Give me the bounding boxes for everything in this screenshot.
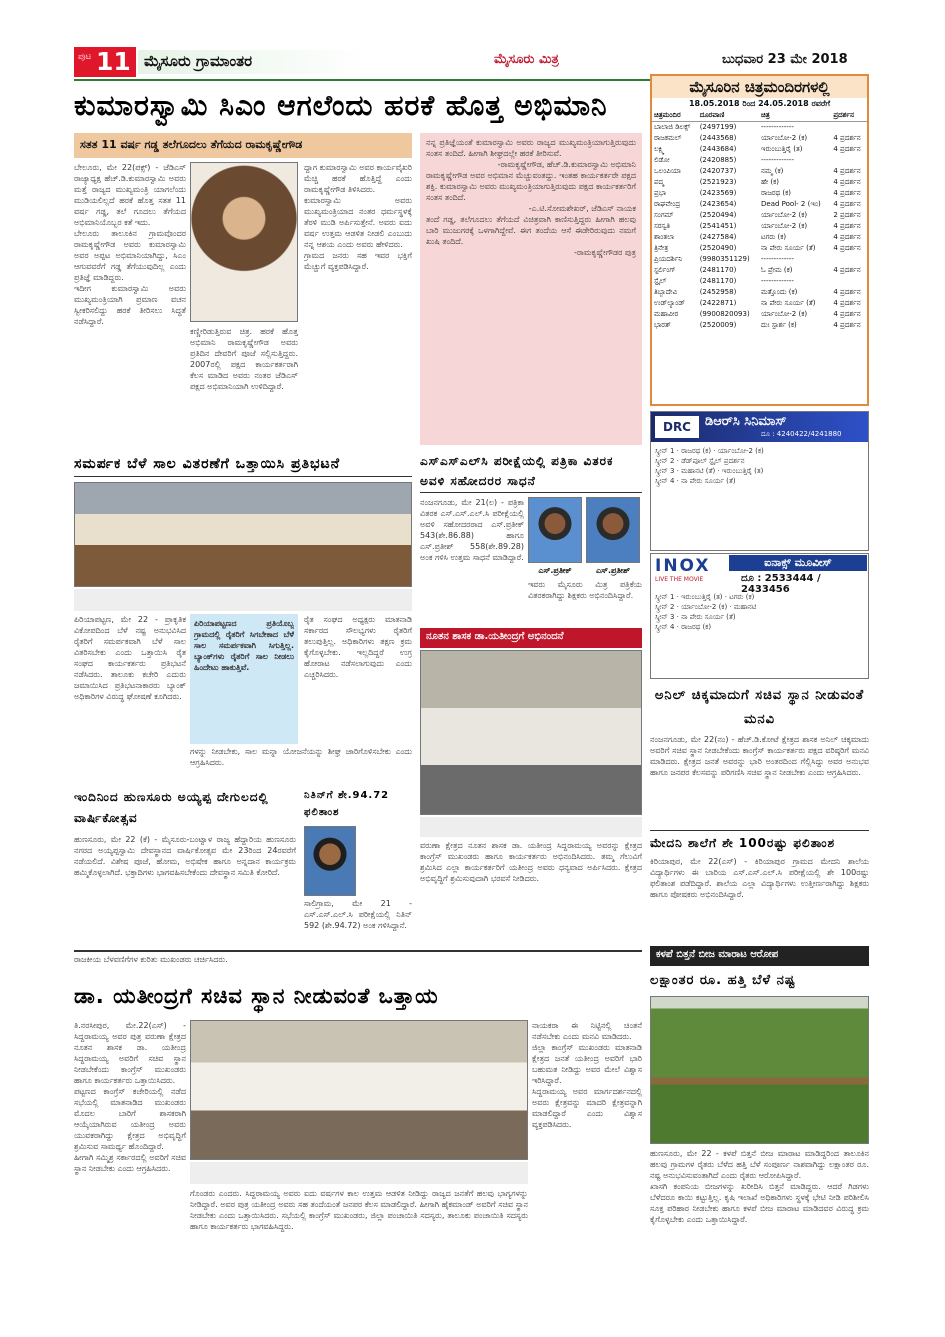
drc-name: ಡಿಆರ್‌ಸಿ ಸಿನಿಮಾಸ್ [705, 414, 787, 429]
lead-body-col1: ಬೇಲೂರು, ಮೇ 22(ಪಕ್ಸ್) - ಜೆಡಿಎಸ್ ರಾಜ್ಯಾಧ್ಯಕ್ಷ ಹೆಚ್.ಡಿ.ಕುಮಾರಸ್ವಾಮಿ ಅವರು ಮತ್ತೆ ರಾಜ್ಯದ ಮುಖ್ಯಮಂತ್ರಿ ಯಾಗಲೆಂದು ಮುಡಿಯಲಿಲ್ಲದೆ ಹರಕೆ ಹೊತ್ತ ಸತತ 11 ವರ್ಷ ಗಡ್ಡ, ತಲೆ ಗೂದಲು ತೆಗೆಯದ ಅಭಿಮಾನಿಯೊಬ್ಬರ ಕತೆ ಇದು. ಬೇಲೂರು ತಾಲೂಕಿನ ಗ್ರಾಮವೊಂದರ ರಾಮಕೃಷ್ಣೇಗೌಡ ಅವರು ಕುಮಾರಸ್ವಾಮಿ ಅವರ ಅಪ್ಪಟ ಅಭಿಮಾನಿಯಾಗಿದ್ದು, ಸಿಎಂ ಆಗುವವರೆಗೆ ಗಡ್ಡ ತೆಗೆಯುವುದಿಲ್ಲ ಎಂದು ಪ್ರತಿಜ್ಞೆ ಮಾಡಿದ್ದರು. ಇದೀಗ ಕುಮಾರಸ್ವಾಮಿ ಅವರು ಮುಖ್ಯಮಂತ್ರಿಯಾಗಿ ಪ್ರಮಾಣ ವಚನ ಸ್ವೀಕರಿಸಲಿದ್ದು ಹರಕೆ ತೀರಿಸಲು ಸಿದ್ಧತೆ ನಡೆಸಿದ್ದಾರೆ. [74, 163, 186, 326]
felicitation-body: ವರುಣಾ ಕ್ಷೇತ್ರದ ನೂತನ ಶಾಸಕ ಡಾ. ಯತೀಂದ್ರ ಸಿದ್ದರಾಮಯ್ಯ ಅವರನ್ನು ಕ್ಷೇತ್ರದ ಕಾಂಗ್ರೆಸ್ ಮುಖಂಡರು ಹಾಗೂ ಕಾರ್ಯಕರ್ತರು ಅಭಿನಂದಿಸಿದರು. ತಮ್ಮ ಗೆಲುವಿಗೆ ಶ್ರಮಿಸಿದ ಎಲ್ಲಾ ಕಾರ್ಯಕರ್ತರಿಗೆ ಯತೀಂದ್ರ ಅವರು ಧನ್ಯವಾದ ಅರ್ಪಿಸಿದರು. ಕ್ಷೇತ್ರದ ಅಭಿವೃದ್ಧಿಗೆ ಶ್ರಮಿಸುವುದಾಗಿ ಭರವಸೆ ನೀಡಿದರು. [420, 841, 642, 883]
cinema-box [650, 74, 869, 406]
school-body: ಕಿರಿಯಾಪುರ, ಮೇ 22(ಎಸ್) - ಕಿರಿಯಾಪುರ ಗ್ರಾಮದ ಮೇದನಿ ಶಾಲೆಯ ವಿದ್ಯಾರ್ಥಿಗಳು ಈ ಬಾರಿಯ ಎಸ್.ಎಸ್.ಎಲ್.ಸಿ ಪರೀಕ್ಷೆಯಲ್ಲಿ ಶೇ 100ರಷ್ಟು ಫಲಿತಾಂಶ ಪಡೆದಿದ್ದಾರೆ. ಶಾಲೆಯ ಎಲ್ಲಾ ವಿದ್ಯಾರ್ಥಿಗಳು ಉತ್ತೀರ್ಣರಾಗಿದ್ದು ಶಿಕ್ಷಕರು ಹಾಗೂ ಪೋಷಕರು ಅಭಿನಂದಿಸಿದ್ದಾರೆ. [650, 857, 869, 899]
drc-box [650, 411, 869, 551]
table-row: ಪದ್ಮ (2521923) ಹೇ (ಕ) 4 ಪ್ರದರ್ಶನ [654, 178, 861, 186]
festival-body: ಹುಣಸೂರು, ಮೇ 22 (ಕೆ) - ಮೈಸೂರು-ಬಂಟ್ವಾಳ ರಾಜ್ಯ ಹೆದ್ದಾರಿಯ ಹುಣಸೂರು ನಗರದ ಅಯ್ಯಪ್ಪಸ್ವಾಮಿ ದೇವಸ್ಥಾನದ ವಾರ್ಷಿಕೋತ್ಸವ ಮೇ 23ರಿಂದ 24ರವರೆಗೆ ನಡೆಯಲಿದೆ. ವಿಶೇಷ ಪೂಜೆ, ಹೋಮ, ಅಭಿಷೇಕ ಹಾಗೂ ಅನ್ನದಾನ ಕಾರ್ಯಕ್ರಮ ಹಮ್ಮಿಕೊಳ್ಳಲಾಗಿದೆ. ಭಕ್ತಾದಿಗಳು ಭಾಗವಹಿಸಬೇಕೆಂದು ದೇವಸ್ಥಾನ ಸಮಿತಿ ಕೋರಿದೆ. [74, 835, 296, 877]
minister-headline: ಡಾ. ಯತೀಂದ್ರಗೆ ಸಚಿವ ಸ್ಥಾನ ನೀಡುವಂತೆ ಒತ್ತಾಯ [74, 984, 439, 1008]
table-row: ಶಾಂತಲಾ (2427584) ಟಗರು (ಕ) 4 ಪ್ರದರ್ಶನ [654, 233, 861, 241]
page-tag-badge [74, 47, 136, 77]
cinema-table [652, 110, 867, 331]
table-row: ತಿಬ್ಬಾದೇವಿ (2452958) ಮತ್ತೊಂದು (ಕ) 4 ಪ್ರದರ್ಶನ [654, 288, 861, 296]
anil-headline: ಅನಿಲ್ ಚಿಕ್ಕಮಾದುಗೆ ಸಚಿವ ಸ್ಥಾನ ನೀಡುವಂತೆ ಮನವಿ [654, 688, 865, 727]
lead-subheadline: ಸತತ 11 ವರ್ಷ ಗಡ್ಡ ತಲೆಗೂದಲು ತೆಗೆಯದ ರಾಮಕೃಷ್ಣೇಗೌಡ [80, 138, 303, 151]
sslc-headline: ಎಸ್‌ಎಸ್‌ಎಲ್‌ಸಿ ಪರೀಕ್ಷೆಯಲ್ಲಿ ಪತ್ರಿಕಾ ವಿತರಕ ಅವಳಿ ಸಹೋದರರ ಸಾಧನೆ [420, 451, 642, 493]
table-row: ರಾಘವೇಂದ್ರ (2423654) Dead Pool- 2 (ಇಂ) 4 ಪ್ರದರ್ಶನ [654, 200, 861, 208]
table-row: ಪ್ರಿಯದರ್ಶಿನಿ (9980351129) ------------- [654, 255, 794, 263]
sslc-body: ನಂಜನಗೂಡು, ಮೇ 21(ಲ) - ಪತ್ರಿಕಾ ವಿತರಕ ಎಸ್.ಎಸ್.ಎಲ್.ಸಿ ಪರೀಕ್ಷೆಯಲ್ಲಿ ಅವಳಿ ಸಹೋದರರಾದ ಎಸ್.ಪ್ರತೀಕ್ 543(ಶೇ.86.88) ಹಾಗೂ ಎಸ್.ಪ್ರತೀಶ್ 558(ಶೇ.89.28) ಅಂಕ ಗಳಿಸಿ ಉತ್ತಮ ಸಾಧನೆ ಮಾಡಿದ್ದಾರೆ. [420, 498, 524, 562]
cinema-dates: 18.05.2018 ರಿಂದ 24.05.2018 ರವರೆಗೆ [688, 99, 831, 108]
protest-photo [74, 482, 412, 587]
protest-body-3: ರೈತ ಸಂಘದ ಅಧ್ಯಕ್ಷರು ಮಾತನಾಡಿ ಸರ್ಕಾರದ ಸೌಲಭ್ಯಗಳು ರೈತರಿಗೆ ತಲುಪುತ್ತಿಲ್ಲ. ಅಧಿಕಾರಿಗಳು ತಕ್ಷಣ ಕ್ರಮ ಕೈಗೊಳ್ಳಬೇಕು. ಇಲ್ಲದಿದ್ದರೆ ಉಗ್ರ ಹೋರಾಟ ನಡೆಸಲಾಗುವುದು ಎಂದು ಎಚ್ಚರಿಸಿದರು. [304, 615, 412, 679]
inox-banner [651, 554, 868, 595]
cotton-body: ಹುಣಸೂರು, ಮೇ 22 - ಕಳಪೆ ಬಿತ್ತನೆ ಬೀಜ ಮಾರಾಟ ಮಾಡಿದ್ದರಿಂದ ತಾಲೂಕಿನ ಹಲವು ಗ್ರಾಮಗಳ ರೈತರು ಬೆಳೆದ ಹತ್ತಿ ಬೆಳೆ ಸಂಪೂರ್ಣ ನಾಶವಾಗಿದ್ದು ಲಕ್ಷಾಂತರ ರೂ. ನಷ್ಟ ಅನುಭವಿಸುವಂತಾಗಿದೆ ಎಂದು ರೈತರು ಆರೋಪಿಸಿದ್ದಾರೆ. ಖಾಸಗಿ ಕಂಪನಿಯ ಬೀಜಗಳನ್ನು ಖರೀದಿಸಿ ಬಿತ್ತನೆ ಮಾಡಿದ್ದರು. ಆದರೆ ಗಿಡಗಳು ಬೆಳೆದರೂ ಕಾಯಿ ಕಟ್ಟುತ್ತಿಲ್ಲ. ಕೃಷಿ ಇಲಾಖೆ ಅಧಿಕಾರಿಗಳು ಸ್ಥಳಕ್ಕೆ ಭೇಟಿ ನೀಡಿ ಪರಿಶೀಲಿಸಿ ಸೂಕ್ತ ಪರಿಹಾರ ನೀಡಬೇಕು ಹಾಗೂ ಕಳಪೆ ಬೀಜ ಮಾರಾಟ ಮಾಡಿದವರ ವಿರುದ್ಧ ಕ್ರಮ ಕೈಗೊಳ್ಳಬೇಕು ಎಂದು ಒತ್ತಾಯಿಸಿದ್ದಾರೆ. [650, 1149, 869, 1224]
protest-body: ಪಿರಿಯಾಪಟ್ಟಣ, ಮೇ 22 - ಪ್ರಾಕೃತಿಕ ವಿಕೋಪದಿಂದ ಬೆಳೆ ನಷ್ಟ ಅನುಭವಿಸಿದ ರೈತರಿಗೆ ಸಮರ್ಪಕವಾಗಿ ಬೆಳೆ ಸಾಲ ವಿತರಿಸಬೇಕು ಎಂದು ಒತ್ತಾಯಿಸಿ ರೈತ ಸಂಘದ ಕಾರ್ಯಕರ್ತರು ಪ್ರತಿಭಟನೆ ನಡೆಸಿದರು. ತಾಲೂಕು ಕಚೇರಿ ಎದುರು ಜಮಾಯಿಸಿದ ಪ್ರತಿಭಟನಾಕಾರರು ಬ್ಯಾಂಕ್ ಅಧಿಕಾರಿಗಳ ವಿರುದ್ಧ ಘೋಷಣೆ ಕೂಗಿದರು. [74, 615, 186, 701]
table-row: ಪ್ರಭಾ (2423569) ರಾಜರಥ (ಕ) 4 ಪ್ರದರ್ಶನ [654, 189, 861, 197]
quote-box: ನನ್ನ ಪ್ರತಿಜ್ಞೆಯಂತೆ ಕುಮಾರಸ್ವಾಮಿ ಅವರು ರಾಜ್ಯದ ಮುಖ್ಯಮಂತ್ರಿಯಾಗುತ್ತಿರುವುದು ಸಂತಸ ತಂದಿದೆ. ಹೀಗಾಗಿ ಶೀಘ್ರದಲ್ಲೇ ಹರಕೆ ತೀರಿಸುವೆ. -ರಾಮಕೃಷ್ಣೇಗೌಡ, ಹೆಚ್.ಡಿ.ಕುಮಾರಸ್ವಾಮಿ ಅಭಿಮಾನಿ ರಾಮಕೃಷ್ಣೇಗೌಡ ಅವರ ಅಭಿಮಾನ ಮೆಚ್ಚುವಂತದ್ದು. ಇಂತಹ ಕಾರ್ಯಕರ್ತರೇ ಪಕ್ಷದ ಶಕ್ತಿ. ಕುಮಾರಸ್ವಾಮಿ ಅವರು ಮುಖ್ಯಮಂತ್ರಿಯಾಗುತ್ತಿರುವುದು ಪಕ್ಷದ ಕಾರ್ಯಕರ್ತರಿಗೆ ಸಂತಸ ತಂದಿದೆ. -ಎ.ಟಿ.ಸೋಮಶೇಖರ್, ಜೆಡಿಎಸ್ ನಾಯಕ ತಂದೆ ಗಡ್ಡ, ತಲೆಗೂದಲು ತೆಗೆಯದೆ ವಿಚಿತ್ರವಾಗಿ ಕಾಣಿಸುತ್ತಿದ್ದರು ಹೀಗಾಗಿ ಹಲವು ಬಾರಿ ಮುಜುಗರಕ್ಕೆ ಒಳಗಾಗಿದ್ದೇವೆ. ಈಗ ತಂದೆಯ ಆಸೆ ಈಡೇರಿರುವುದು ನಮಗೆ ಖುಷಿ ತಂದಿದೆ. -ರಾಮಕೃಷ್ಣೇಗೌಡರ ಪುತ್ರ [420, 133, 642, 445]
table-row: ತ್ರಿನೇತ್ರ (2520490) ನಾ ಪೇರು ಸೂರ್ಯ (ತೆ) 4 ಪ್ರದರ್ಶನ [654, 244, 861, 252]
meeting-caption [190, 1162, 528, 1184]
meeting-photo [190, 1020, 528, 1160]
minister-body-col3: ನಾಯಕರಾ ಈ ನಿಟ್ಟಿನಲ್ಲಿ ಚಿಂತನೆ ನಡೆಸಬೇಕು ಎಂದು ಮನವಿ ಮಾಡಿದರು. ಜಿಲ್ಲಾ ಕಾಂಗ್ರೆಸ್ ಮುಖಂಡರು ಮಾತನಾಡಿ ಕ್ಷೇತ್ರದ ಜನತೆ ಯತೀಂದ್ರ ಅವರಿಗೆ ಭಾರಿ ಬಹುಮತ ನೀಡಿದ್ದು ಅವರ ಮೇಲೆ ವಿಶ್ವಾಸ ಇರಿಸಿದ್ದಾರೆ. ಸಿದ್ದರಾಮಯ್ಯ ಅವರ ಮಾರ್ಗದರ್ಶನದಲ್ಲಿ ಅವರು ಕ್ಷೇತ್ರವನ್ನು ಮಾದರಿ ಕ್ಷೇತ್ರವನ್ನಾಗಿ ಮಾಡಲಿದ್ದಾರೆ ಎಂದು ವಿಶ್ವಾಸ ವ್ಯಕ್ತಪಡಿಸಿದರು. [532, 1021, 642, 1129]
student-photo-right [586, 497, 640, 563]
nithin-photo [304, 826, 356, 896]
anil-body: ನಂಜನಗೂಡು, ಮೇ 22(ನಂ) - ಹೆಚ್.ಡಿ.ಕೋಟೆ ಕ್ಷೇತ್ರದ ಶಾಸಕ ಅನಿಲ್ ಚಿಕ್ಕಮಾದು ಅವರಿಗೆ ಸಚಿವ ಸ್ಥಾನ ನೀಡಬೇಕೆಂದು ಕಾಂಗ್ರೆಸ್ ಕಾರ್ಯಕರ್ತರು ಪಕ್ಷದ ವರಿಷ್ಠರಿಗೆ ಮನವಿ ಮಾಡಿದರು. ಕ್ಷೇತ್ರದ ಜನತೆ ಅವರನ್ನು ಭಾರಿ ಅಂತರದಿಂದ ಗೆಲ್ಲಿಸಿದ್ದು ಅವರ ಅನುಭವ ಹಾಗೂ ಜನಪರ ಕೆಲಸವನ್ನು ಪರಿಗಣಿಸಿ ಸಚಿವ ಸ್ಥಾನ ನೀಡಬೇಕು ಎಂದು ಆಗ್ರಹಿಸಿದರು. [650, 735, 869, 777]
felicitation-photo [420, 650, 642, 815]
inox-showtimes: ಸ್ಕ್ರೀನ್ 1 · ಇರುಂಬುತ್ತಿರೈ (ತ) · ಟಗರು (ಕ) ಸ್ಕ್ರೀನ್ 2 · ರ್ಯಾಂಬೋ-2 (ಕ) · ಮಹಾನಟಿ ಸ್ಕ್ರೀನ್ 3 · ನಾ ಪೇರು ಸೂರ್ಯ (ತೆ) ಸ್ಕ್ರೀನ್ 4 · ರಾಜರಥ (ಕ) [655, 593, 757, 631]
table-row: ಉಡ್‌ಲ್ಯಾಂಡ್ (2422871) ನಾ ಪೇರು ಸೂರ್ಯ (ತೆ) 4 ಪ್ರದರ್ಶನ [654, 299, 861, 307]
lead-headline: ಕುಮಾರಸ್ವಾಮಿ ಸಿಎಂ ಆಗಲೆಂದು ಹರಕೆ ಹೊತ್ತ ಅಭಿಮಾನಿ [74, 89, 608, 122]
table-row: ಸ್ಟರ್ಲಿಂಗ್ (2481170) ಓ ಪ್ರೇಮ (ಕ) 4 ಪ್ರದರ್ಶನ [654, 266, 861, 274]
issue-date: ಬುಧವಾರ 23 ಮೇ 2018 [722, 52, 848, 67]
inox-phone: ದೂ : 2533444 / 2433456 [741, 573, 821, 595]
drc-phone: ದೂ : 4240422/4241880 [761, 430, 842, 438]
minister-body-col1: ತಿ.ನರಸೀಪುರ, ಮೇ.22(ಎಸ್) - ಸಿದ್ದರಾಮಯ್ಯ ಅವರ ಪುತ್ರ ವರುಣಾ ಕ್ಷೇತ್ರದ ನೂತನ ಶಾಸಕ ಡಾ. ಯತೀಂದ್ರ ಸಿದ್ದರಾಮಯ್ಯ ಅವರಿಗೆ ಸಚಿವ ಸ್ಥಾನ ನೀಡಬೇಕೆಂದು ಕಾಂಗ್ರೆಸ್ ಮುಖಂಡರು ಹಾಗೂ ಕಾರ್ಯಕರ್ತರು ಒತ್ತಾಯಿಸಿದರು. ಪಟ್ಟಣದ ಕಾಂಗ್ರೆಸ್ ಕಚೇರಿಯಲ್ಲಿ ನಡೆದ ಸಭೆಯಲ್ಲಿ ಮಾತನಾಡಿದ ಮುಖಂಡರು ಮೊದಲ ಬಾರಿಗೆ ಶಾಸಕರಾಗಿ ಆಯ್ಕೆಯಾಗಿರುವ ಯತೀಂದ್ರ ಅವರು ಯುವಕರಾಗಿದ್ದು ಕ್ಷೇತ್ರದ ಅಭಿವೃದ್ಧಿಗೆ ಶ್ರಮಿಸುವ ಸಾಮರ್ಥ್ಯ ಹೊಂದಿದ್ದಾರೆ. ಹೀಗಾಗಿ ಸಮ್ಮಿಶ್ರ ಸರ್ಕಾರದಲ್ಲಿ ಅವರಿಗೆ ಸಚಿವ ಸ್ಥಾನ ನೀಡಬೇಕು ಎಂದು ಆಗ್ರಹಿಸಿದರು. [74, 1021, 186, 1173]
protest-quote-box: ಪಿರಿಯಾಪಟ್ಟಣದ ಪ್ರತಿಯೊಬ್ಬ ಗ್ರಾಮದಲ್ಲಿ ರೈತರಿಗೆ ಸಿಗಬೇಕಾದ ಬೆಳೆ ಸಾಲ ಸಮರ್ಪಕವಾಗಿ ಸಿಗುತ್ತಿಲ್ಲ. ಬ್ಯಾಂಕ್‌ಗಳು ರೈತರಿಗೆ ಸಾಲ ನೀಡಲು ಹಿಂದೇಟು ಹಾಕುತ್ತಿವೆ. [190, 614, 298, 744]
protest-caption [74, 589, 412, 611]
table-row: ಸರಸ್ವತಿ (2541451) ರ್ಯಾಂಬೋ-2 (ಕ) 4 ಪ್ರದರ್ಶನ [654, 222, 861, 230]
table-row: ಬಾಲಾಜಿ ಡಿಲಕ್ಸ್ (2497199) ------------- [654, 123, 794, 131]
inox-box [650, 553, 869, 679]
supporters-headline: ಸಮರ್ಪಕ ಬೆಳೆ ಸಾಲ ವಿತರಣೆಗೆ ಒತ್ತಾಯಿಸಿ ಪ್ರತಿಭಟನೆ [74, 451, 412, 477]
student-photo-left [528, 497, 582, 563]
lead-body-col3: ದ್ದಾಗ ಕುಮಾರಸ್ವಾಮಿ ಅವರ ಕಾರ್ಯವೈಖರಿ ಮೆಚ್ಚಿ ಹರಕೆ ಹೊತ್ತಿದ್ದೆ ಎಂದು ರಾಮಕೃಷ್ಣೇಗೌಡ ತಿಳಿಸಿದರು. ಕುಮಾರಸ್ವಾಮಿ ಅವರು ಮುಖ್ಯಮಂತ್ರಿಯಾದ ನಂತರ ಧರ್ಮಸ್ಥಳಕ್ಕೆ ತೆರಳಿ ಮುಡಿ ಅರ್ಪಿಸುತ್ತೇನೆ. ಅವರು ಐದು ವರ್ಷ ಉತ್ತಮ ಆಡಳಿತ ನೀಡಲಿ ಎಂಬುದು ನನ್ನ ಆಶಯ ಎಂದು ಅವರು ಹೇಳಿದರು. ಗ್ರಾಮದ ಜನರು ಸಹ ಇವರ ಭಕ್ತಿಗೆ ಮೆಚ್ಚುಗೆ ವ್ಯಕ್ತಪಡಿಸಿದ್ದಾರೆ. [304, 163, 412, 271]
table-row: ಸ್ಟೈಲ್ (2481170) ------------- [654, 277, 794, 285]
inox-logo: INOX [655, 556, 711, 576]
page-tag: ಪುಟ [78, 52, 92, 62]
table-row: ಲಕ್ಷ್ಮಿ (2443684) ಇರುಂಬುತ್ತಿರೈ (ತ) 4 ಪ್ರದರ್ಶನ [654, 145, 861, 153]
seeds-headline: ಕಳಪೆ ಬಿತ್ತನೆ ಬೀಜ ಮಾರಾಟ ಆರೋಪ [656, 949, 779, 960]
table-row: ರಾಜಕಮಲ್ (2443568) ರ್ಯಾಂಬೋ-2 (ಕ) 4 ಪ್ರದರ್ಶನ [654, 134, 861, 142]
table-row: ಒಲಂಪಿಯಾ (2420737) ನಮ್ಮ (ಕ) 4 ಪ್ರದರ್ಶನ [654, 167, 861, 175]
sslc-body-2: ಇವರು ಮೈಸೂರು ಮಿತ್ರ ಪತ್ರಿಕೆಯ ವಿತರಕರಾಗಿದ್ದು ಶಿಕ್ಷಕರು ಅಭಿನಂದಿಸಿದ್ದಾರೆ. [528, 580, 642, 600]
drc-showtimes: ಸ್ಕ್ರೀನ್ 1 · ರಾಜರಥ (ಕ) · ರ್ಯಾಂಬೋ-2 (ಕ) ಸ್ಕ್ರೀನ್ 2 · ಡೆಡ್‌ಪೂಲ್ ಸ್ಟೈಲ್ ಪ್ರದರ್ಶನ ಸ್ಕ್ರೀನ್ 3 · ಮಹಾನಟಿ (ತೆ) · ಇರುಂಬುತ್ತಿರೈ (ತ) ಸ್ಕ್ರೀನ್ 4 · ನಾ ಪೇರು ಸೂರ್ಯ (ತೆ) [655, 447, 764, 485]
lead-subheadline-bar [74, 133, 412, 158]
protest-body-2: ಗಳನ್ನು ನೀಡಬೇಕು, ಸಾಲ ಮನ್ನಾ ಯೋಜನೆಯನ್ನು ಶೀಘ್ರ ಜಾರಿಗೊಳಿಸಬೇಕು ಎಂದು ಆಗ್ರಹಿಸಿದರು. [190, 747, 412, 767]
inox-tagline: LIVE THE MOVIE [655, 576, 704, 583]
cotton-headline: ಲಕ್ಷಾಂತರ ರೂ. ಹತ್ತಿ ಬೆಳೆ ನಷ್ಟ [650, 973, 796, 988]
masthead [74, 44, 869, 78]
drc-banner [651, 412, 868, 442]
table-row: ಲಿಡೋ (2420885) ------------- [654, 156, 794, 164]
nithin-headline: ನಿತಿನ್‌ಗೆ ಶೇ.94.72 ಫಲಿತಾಂಶ [304, 790, 390, 818]
mla-headline: ನೂತನ ಶಾಸಕ ಡಾ.ಯತೀಂದ್ರಗೆ ಅಭಿನಂದನೆ [426, 631, 564, 642]
cinema-header-row: ಚಿತ್ರಮಂದಿರ ದೂರವಾಣಿ ಚಿತ್ರ ಪ್ರದರ್ಶನ [652, 110, 867, 122]
seeds-banner [650, 946, 869, 966]
section-label: ಮೈಸೂರು ಗ್ರಾಮಾಂತರ [138, 50, 368, 74]
student-caption-left: ಎಸ್.ಪ್ರತೀಕ್ [538, 566, 572, 575]
lead-body-col2: ಕಣ್ಣೀರಿಡುತ್ತಿರುವ ಚಿತ್ರ. ಹರಕೆ ಹೊತ್ತ ಅಭಿಮಾನಿ ರಾಮಕೃಷ್ಣೇಗೌಡ ಅವರು ಪ್ರತಿದಿನ ದೇವರಿಗೆ ಪೂಜೆ ಸಲ್ಲಿಸುತ್ತಿದ್ದರು. 2007ರಲ್ಲಿ ಪಕ್ಷದ ಕಾರ್ಯಕರ್ತರಾಗಿ ಕೆಲಸ ಮಾಡಿದ ಅವರು ನಂತರ ಜೆಡಿಎಸ್ ಪಕ್ಷದ ಅಭಿಮಾನಿಯಾಗಿ ಉಳಿದಿದ್ದಾರೆ. [190, 327, 298, 391]
minister-body-col2: ಗೊಂಡರು ಎಂದರು. ಸಿದ್ದರಾಮಯ್ಯ ಅವರು ಐದು ವರ್ಷಗಳ ಕಾಲ ಉತ್ತಮ ಆಡಳಿತ ನೀಡಿದ್ದು ರಾಜ್ಯದ ಜನತೆಗೆ ಹಲವು ಭಾಗ್ಯಗಳನ್ನು ನೀಡಿದ್ದಾರೆ. ಅವರ ಪುತ್ರ ಯತೀಂದ್ರ ಅವರು ಸಹ ತಂದೆಯಂತೆ ಜನಪರ ಕೆಲಸ ಮಾಡಲಿದ್ದಾರೆ. ಹೀಗಾಗಿ ಹೈಕಮಾಂಡ್ ಅವರಿಗೆ ಸಚಿವ ಸ್ಥಾನ ನೀಡಬೇಕು ಎಂದು ಒತ್ತಾಯಿಸಿದರು. ಸಭೆಯಲ್ಲಿ ಕಾಂಗ್ರೆಸ್ ಮುಖಂಡರು, ಜಿಲ್ಲಾ ಪಂಚಾಯಿತಿ ಸದಸ್ಯರು, ತಾಲೂಕು ಪಂಚಾಯಿತಿ ಸದಸ್ಯರು ಹಾಗೂ ಕಾರ್ಯಕರ್ತರು ಭಾಗವಹಿಸಿದ್ದರು. [190, 1189, 528, 1231]
festival-headline: ಇಂದಿನಿಂದ ಹುಣಸೂರು ಅಯ್ಯಪ್ಪ ದೇಗುಲದಲ್ಲಿ ವಾರ್ಷಿಕೋತ್ಸವ [74, 790, 269, 825]
school-headline: ಮೇದನಿ ಶಾಲೆಗೆ ಶೇ 100ರಷ್ಟು ಫಲಿತಾಂಶ [650, 830, 869, 854]
paper-name: ಮೈಸೂರು ಮಿತ್ರ [494, 52, 559, 67]
student-caption-right: ಎಸ್.ಪ್ರತೀಶ್ [595, 566, 630, 575]
drc-logo-icon: DRC [655, 416, 699, 438]
cotton-field-photo [650, 996, 869, 1144]
continued-body: ರಾಜಕೀಯ ಬೆಳವಣಿಗೆಗಳ ಕುರಿತು ಮುಖಂಡರು ಚರ್ಚಿಸಿದರು. [74, 955, 228, 964]
nithin-body: ಸಾಲಿಗ್ರಾಮ, ಮೇ 21 - ಎಸ್.ಎಸ್.ಎಲ್.ಸಿ ಪರೀಕ್ಷೆಯಲ್ಲಿ ನಿತಿನ್ 592 (ಶೇ.94.72) ಅಂಕ ಗಳಿಸಿದ್ದಾನೆ. [304, 899, 412, 930]
mla-banner [420, 628, 642, 648]
table-row: ಭಾರತ್ (2520009) ದುಃ ಸ್ಪಾರ್ಶ (ಕ) 4 ಪ್ರದರ್ಶನ [654, 321, 861, 329]
page-number: 11 [96, 47, 131, 76]
felicitation-caption [420, 817, 642, 837]
devotee-photo [190, 162, 298, 322]
table-row: ಸಂಗಮ್ (2520494) ರ್ಯಾಂಬೋ-2 (ಕ) 2 ಪ್ರದರ್ಶನ [654, 211, 861, 219]
inox-name: ಐನಾಕ್ಸ್ ಮೂವೀಸ್ [729, 555, 867, 571]
bottom-rule [74, 950, 642, 952]
table-row: ಮಹಾವೀರ (9900820093) ರ್ಯಾಂಬೋ-2 (ಕ) 4 ಪ್ರದರ್ಶನ [654, 310, 861, 318]
cinema-title: ಮೈಸೂರಿನ ಚಿತ್ರಮಂದಿರಗಳಲ್ಲಿ [652, 76, 867, 98]
